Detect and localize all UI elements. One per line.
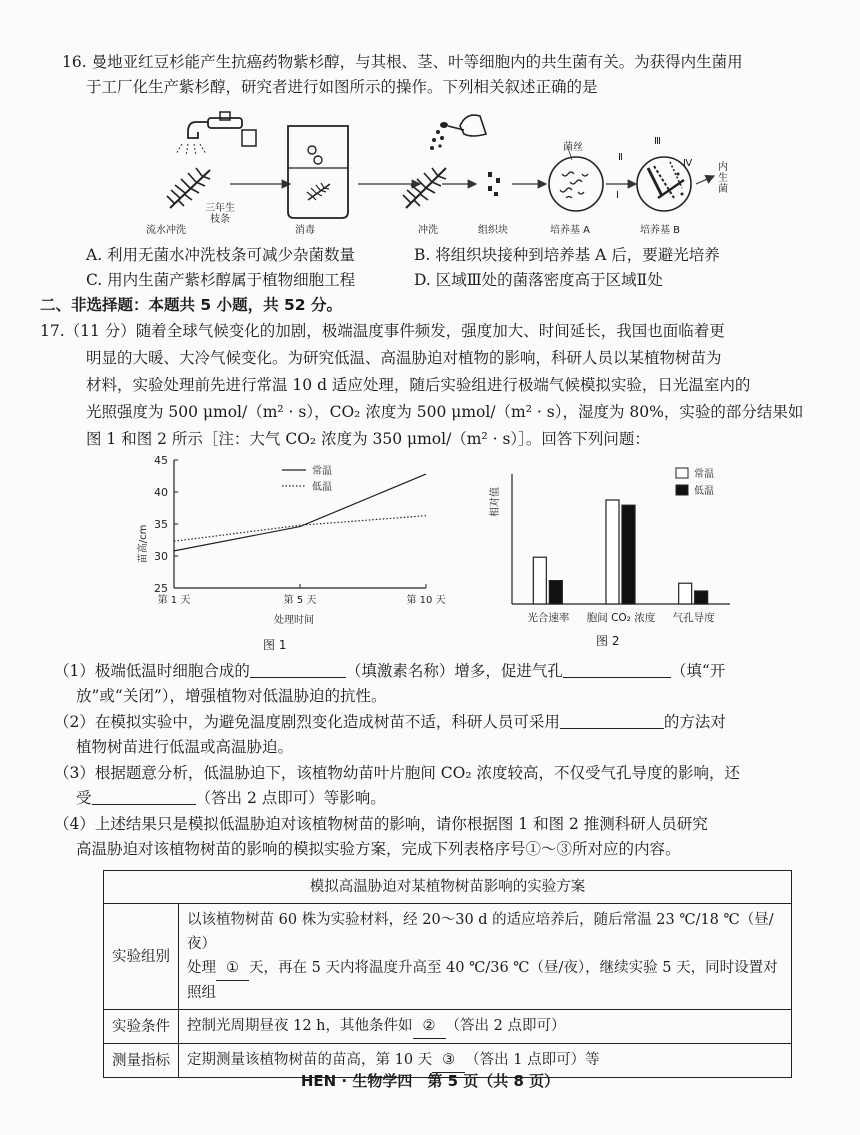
fig1-y-tick-label: 40 [154,486,168,499]
q17-sub2-line1 [54,710,726,734]
fig1-y-tick-label: 45 [154,454,168,467]
table-cell [179,904,792,1010]
fig2-bar [622,505,635,604]
answer-blank-method[interactable] [560,713,664,729]
figure-2-bar-chart [486,458,736,630]
table-row-label: 测量指标 [104,1044,179,1078]
q17-sub4-line1: （4）上述结果只是模拟低温胁迫对该植物树苗的影响，请你根据图 1 和图 2 推测科研人员研究 [54,815,708,833]
branch-icon [167,168,210,208]
fig2-bar [695,591,708,604]
option-d[interactable]: D. 区域Ⅲ处的菌落密度高于区域Ⅱ处 [414,271,663,289]
fig2-bar [533,557,546,604]
figure-1-caption: 图 1 [263,638,287,652]
label-region-4: Ⅳ [683,158,693,169]
fig2-legend-label: 常温 [694,469,714,480]
fig1-series-line-1 [174,516,426,542]
fig1-y-tick-label: 35 [154,518,168,531]
beaker-icon [288,126,348,218]
q17-sub4-line2: 高温胁迫对该植物树苗的影响的模拟实验方案，完成下列表格序号①～③所对应的内容。 [76,840,681,858]
fig2-ylabel: 相对值 [490,487,501,517]
watering-can-icon [430,115,486,150]
q17-sub1-line2: 放”或“关闭”），增强植物对低温胁迫的抗性。 [76,687,387,705]
fig1-xlabel: 处理时间 [274,615,314,626]
q17-sub3-line1: （3）根据题意分析，低温胁迫下，该植物幼苗叶片胞间 CO₂ 浓度较高，不仅受气孔导度的影响，还 [54,764,740,782]
table-row [104,1010,792,1044]
q17-sub2-line2: 植物树苗进行低温或高温胁迫。 [76,738,294,756]
fig2-bar [606,500,619,604]
label-region-2: Ⅱ [618,152,623,163]
table-title: 模拟高温胁迫对某植物树苗影响的实验方案 [104,871,792,904]
experiment-plan-table [103,870,792,1078]
option-a[interactable]: A. 利用无菌水冲洗枝条可减少杂菌数量 [86,246,356,264]
petri-dish-a-icon [549,148,603,211]
answer-blank-stomata[interactable] [563,662,671,678]
q17-sub3-line2 [76,786,386,810]
fig1-y-tick-label: 25 [154,582,168,595]
row1-text-a: 以该植物树苗 60 株为实验材料，经 20～30 d 的适应培养后，随后常温 23 ℃/18 ℃（昼/夜） [187,912,774,952]
q16-stem-line2: 于工厂化生产紫杉醇，研究者进行如图所示的操作。下列相关叙述正确的是 [86,78,598,96]
q17-sub3-text-b: 受 [76,789,92,807]
q17-sub1-text-c: （填“开 [670,662,726,680]
figure-2-caption: 图 2 [596,634,620,648]
q17-stem-line2: 明显的大暖、大冷气候变化。为研究低温、高温胁迫对植物的影响，科研人员以某植物树苗为 [86,349,722,367]
fig2-x-tick-label: 气孔导度 [672,612,715,624]
q17-stem-line3: 材料，实验处理前先进行常温 10 d 适应处理，随后实验组进行极端气候模拟实验，日光温室内的 [86,376,751,394]
answer-blank-factors[interactable] [92,789,196,805]
tissue-block-icon [488,172,500,196]
answer-blank-2[interactable]: ② [413,1014,446,1039]
fig1-x-tick-label: 第 5 天 [283,595,317,606]
label-tissue: 组织块 [478,225,508,236]
label-medium-a: 培养基 A [550,225,591,236]
section-heading: 二、非选择题：本题共 5 小题，共 52 分。 [40,296,342,314]
fig2-bar [549,581,562,604]
option-c[interactable]: C. 用内生菌产紫杉醇属于植物细胞工程 [86,271,356,289]
fig1-ylabel: 苗高/cm [138,524,149,564]
row1-text-b: 处理 [187,960,216,976]
label-rinse: 冲洗 [418,225,438,236]
table-cell [179,1010,792,1044]
row1-text-c: 天，再在 5 天内将温度升高至 40 ℃/36 ℃（昼/夜），继续实验 5 天，同时设置对 [249,960,778,976]
q16-stem-line1: 16. 曼地亚红豆杉能产生抗癌药物紫杉醇，与其根、茎、叶等细胞内的共生菌有关。为获得内生菌用 [62,53,743,71]
fig1-x-tick-label: 第 10 天 [406,595,446,606]
page-footer: HEN · 生物学四 第 5 页（共 8 页） [300,1072,560,1090]
q17-sub1-text-b: （填激素名称）增多，促进气孔 [345,662,563,680]
q17-sub2-text-b: 的方法对 [663,713,726,731]
table-header-row [104,871,792,904]
label-hyphae: 菌丝 [563,142,583,153]
fig2-x-tick-label: 光合速率 [527,612,570,624]
label-region-1: Ⅰ [616,190,619,201]
row3-text-a: 定期测量该植物树苗的苗高，第 10 天 [187,1052,433,1068]
fig2-bar [679,583,692,604]
figure-1-line-chart [130,452,450,628]
fig1-legend-label: 低温 [312,482,332,493]
q17-sub3-text-c: （答出 2 点即可）等影响。 [195,789,386,807]
table-row-label: 实验条件 [104,1010,179,1044]
branch-icon [403,168,446,208]
row2-text-b: （答出 2 点即可） [445,1018,566,1034]
faucet-icon [176,112,256,156]
label-branch: 三年生 枝条 [205,203,235,225]
label-endophyte: 内 生 菌 [718,162,728,195]
fig2-legend-label: 低温 [694,486,714,497]
fig2-legend-swatch [676,485,688,495]
label-disinfect: 消毒 [295,225,315,236]
label-wash: 流水冲洗 [146,225,186,236]
option-b[interactable]: B. 将组织块接种到培养基 A 后，要避光培养 [414,246,720,264]
row2-text-a: 控制光周期昼夜 12 h，其他条件如 [187,1018,413,1034]
q17-stem-line5: 图 1 和图 2 所示［注：大气 CO₂ 浓度为 350 μmol/（m² · s）］。回答下列问题： [86,430,650,448]
label-region-3: Ⅲ [654,136,661,147]
answer-blank-1[interactable]: ① [216,956,249,981]
q17-stem-line4: 光照强度为 500 μmol/（m² · s），CO₂ 浓度为 500 μmol/（m² · s），湿度为 80%，实验的部分结果如 [86,403,804,421]
label-medium-b: 培养基 B [640,225,681,236]
q17-sub2-text-a: （2）在模拟实验中，为避免温度剧烈变化造成树苗不适，科研人员可采用 [54,713,560,731]
answer-blank-3[interactable]: ③ [432,1048,465,1073]
fig2-legend-swatch [676,468,688,478]
q17-sub1-line1 [54,659,725,683]
answer-blank-hormone[interactable] [250,662,346,678]
table-row [104,904,792,1010]
fig1-x-tick-label: 第 1 天 [157,595,191,606]
row3-text-b: （答出 1 点即可）等 [465,1052,600,1068]
q17-stem-line1: 17.（11 分）随着全球气候变化的加剧，极端温度事件频发，强度加大、时间延长，我国也面临着更 [40,322,725,340]
row1-text-d: 照组 [187,985,216,1001]
fig2-x-tick-label: 胞间 CO₂ 浓度 [586,612,656,624]
q17-sub1-text-a: （1）极端低温时细胞合成的 [54,662,250,680]
fig1-legend-label: 常温 [312,466,332,477]
fig1-y-tick-label: 30 [154,550,168,563]
table-row-label: 实验组别 [104,904,179,1010]
